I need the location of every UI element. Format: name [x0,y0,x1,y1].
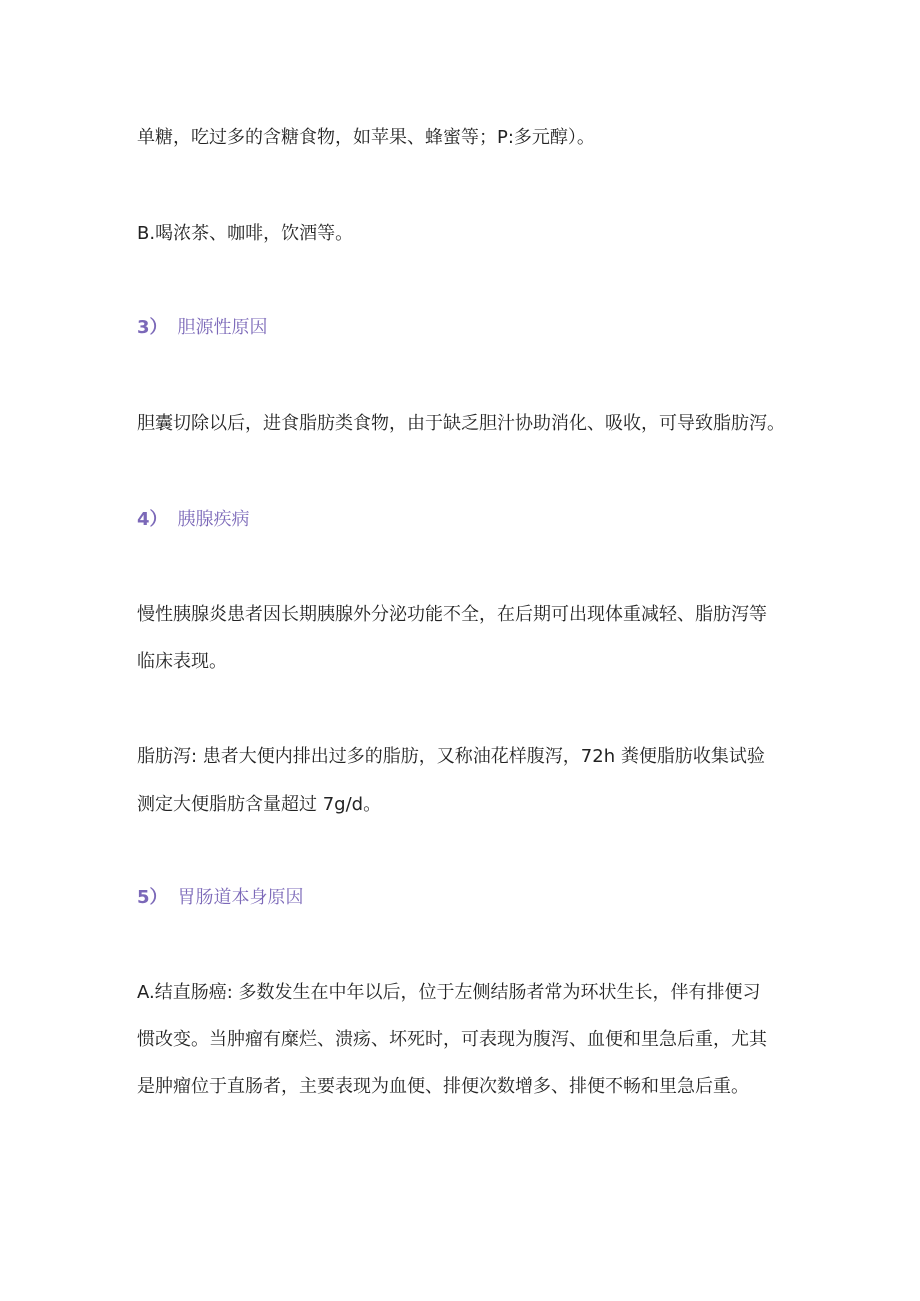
paragraph-line-colorectal-1: A.结直肠癌: 多数发生在中年以后，位于左侧结肠者常为环状生长，伴有排便习 [137,982,761,1003]
paragraph-line-steatorrhea-2: 测定大便脂肪含量超过 7g/d。 [137,794,382,815]
section-number: 3） [137,317,168,338]
paragraph-line-cholecystectomy: 胆囊切除以后，进食脂肪类食物，由于缺乏胆汁协助消化、吸收，可导致脂肪泻。 [137,413,785,434]
section-title: 胃肠道本身原因 [177,887,304,908]
paragraph-line-colorectal-3: 是肿瘤位于直肠者，主要表现为血便、排便次数增多、排便不畅和里急后重。 [137,1076,749,1097]
paragraph-line-pancreatitis-2: 临床表现。 [137,651,227,672]
paragraph-line-monosaccharide: 单糖，吃过多的含糖食物，如苹果、蜂蜜等；P:多元醇）。 [137,127,595,148]
section-title: 胆源性原因 [177,317,268,338]
paragraph-line-pancreatitis-1: 慢性胰腺炎患者因长期胰腺外分泌功能不全，在后期可出现体重减轻、脂肪泻等 [137,604,767,625]
section-heading-gastrointestinal [137,884,304,912]
paragraph-line-tea-coffee: B.喝浓茶、咖啡，饮酒等。 [137,223,354,244]
section-heading-pancreas [137,506,250,534]
section-heading-biliary [137,314,268,342]
section-number: 4） [137,509,168,530]
section-number: 5） [137,887,168,908]
section-title: 胰腺疾病 [177,509,250,530]
paragraph-line-colorectal-2: 惯改变。当肿瘤有糜烂、溃疡、坏死时，可表现为腹泻、血便和里急后重，尤其 [137,1029,767,1050]
paragraph-line-steatorrhea-1: 脂肪泻: 患者大便内排出过多的脂肪，又称油花样腹泻，72h 粪便脂肪收集试验 [137,746,765,767]
